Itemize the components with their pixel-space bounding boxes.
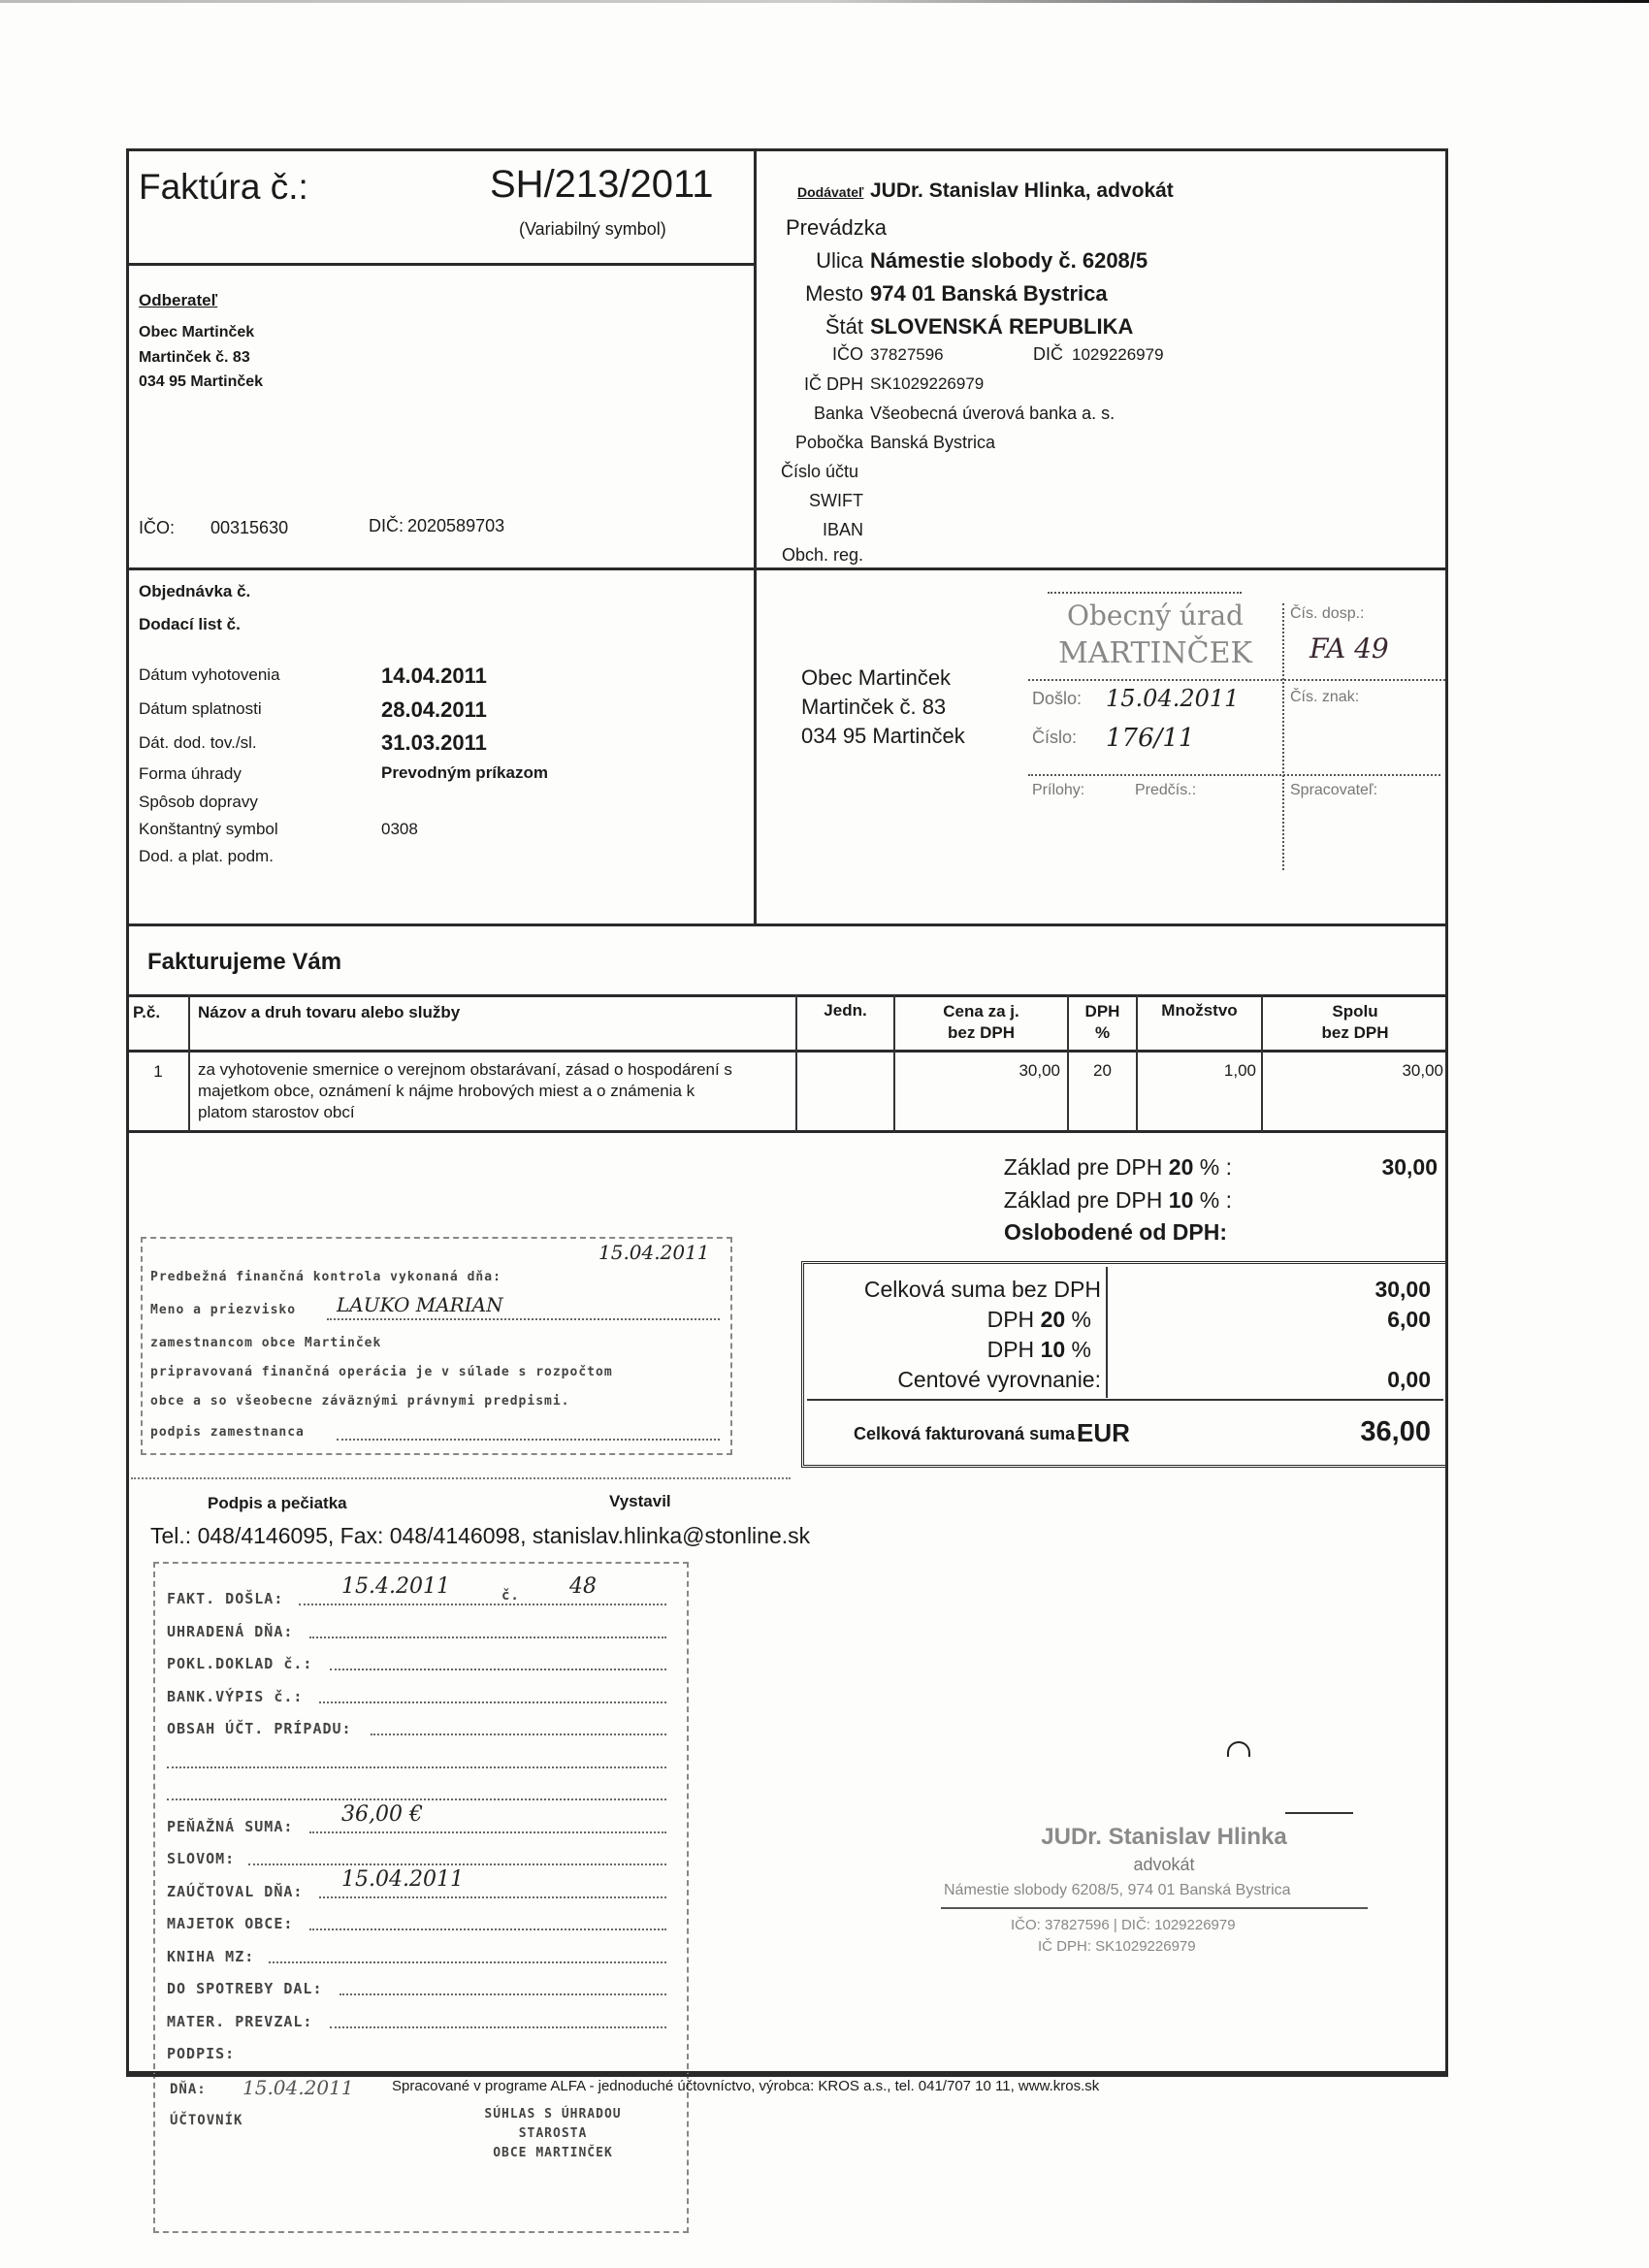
supplier-stamp-address: Námestie slobody 6208/5, 974 01 Banská Bystrica [944, 1882, 1291, 1898]
vat-base-20-suffix: % : [1199, 1154, 1232, 1180]
supplier-dic: 1029226979 [1072, 345, 1164, 364]
order-field-delivery-date: 31.03.2011 [381, 730, 487, 755]
supplier-row-street [757, 248, 1436, 281]
totals-rounding-label: Centové vyrovnanie: [897, 1367, 1101, 1392]
supplier-icdph: SK1029226979 [870, 374, 985, 393]
registry-stamp [1028, 592, 1445, 873]
vat-base-10-label: Základ pre DPH [1003, 1187, 1163, 1213]
customer-heading: Odberateľ [139, 291, 218, 309]
accounting-row [167, 1682, 671, 1711]
order-field-payment-label: Forma úhrady [139, 764, 242, 783]
divider [126, 567, 1448, 570]
supplier-ico: 37827596 [870, 345, 944, 364]
accounting-row-label: FAKT. DOŠLA: [167, 1590, 284, 1607]
control-line1-hand: 15.04.2011 [598, 1241, 710, 1264]
accounting-row-label: UHRADENÁ DŇA: [167, 1622, 294, 1640]
supplier-bank-label: Banka [813, 404, 863, 423]
totals-vat10-rate: 10 [1040, 1337, 1066, 1362]
order-field-issue-date: 14.04.2011 [381, 664, 487, 688]
accounting-row-dots [319, 1701, 666, 1703]
accounting-row-handwriting: 15.04.2011 [341, 1866, 464, 1892]
supplier-street-label: Ulica [816, 248, 863, 273]
accounting-row [167, 1866, 671, 1906]
accounting-row-dots [330, 1669, 667, 1670]
supplier-city-label: Mesto [805, 281, 863, 306]
item-total: 30,00 [1402, 1061, 1443, 1080]
supplier-country: SLOVENSKÁ REPUBLIKA [870, 314, 1134, 339]
accounting-row-label: PEŇAŽNÁ SUMA: [167, 1817, 294, 1835]
col-header-description: Názov a druh tovaru alebo služby [198, 1003, 461, 1021]
scan-edge [0, 0, 1649, 3]
col-header-unit: Jedn. [824, 1001, 867, 1020]
col-header-total: Spolu bez DPH [1321, 1002, 1389, 1042]
registry-forwarded-label: Predčís.: [1135, 782, 1197, 798]
accounting-row [167, 1574, 671, 1613]
accounting-row-extra-label: č. [501, 1588, 520, 1604]
vat-base-20-label: Základ pre DPH [1003, 1154, 1163, 1180]
totals-divider [807, 1399, 1443, 1401]
accounting-row-label: MATER. PREVZAL: [167, 2012, 313, 2030]
supplier-name: JUDr. Stanislav Hlinka, advokát [870, 179, 1174, 202]
signature-label: Podpis a pečiatka [208, 1494, 347, 1512]
supplier-branch-label: Pobočka [794, 433, 863, 452]
accounting-row-dots [309, 1928, 667, 1930]
accounting-row-label: ZAÚČTOVAL DŇA: [167, 1882, 304, 1900]
vat-base-10 [873, 1187, 1232, 1214]
supplier-row-country [757, 314, 1436, 347]
totals-vat20-pct: % [1071, 1307, 1091, 1332]
divider [126, 994, 1448, 997]
column-separator [188, 994, 190, 1132]
totals-vat10 [815, 1337, 1091, 1363]
accounting-row-dots [167, 1766, 666, 1768]
vat-exempt-label: Oslobodené od DPH: [1004, 1219, 1227, 1245]
supplier-stamp-name: JUDr. Stanislav Hlinka [1041, 1824, 1287, 1850]
accounting-row-handwriting: 15.4.2011 [341, 1574, 450, 1599]
accounting-row [167, 1617, 671, 1646]
registry-number-label: Číslo: [1032, 728, 1078, 747]
accounting-row-extra-handwriting: 48 [569, 1574, 597, 1599]
accounting-row-dots [167, 1798, 666, 1800]
accounting-row [167, 1909, 671, 1938]
accounting-row [167, 2007, 671, 2036]
supplier-heading: Dodávateľ [797, 184, 864, 200]
accounting-row-dots [269, 1961, 667, 1963]
vat-base-20 [873, 1154, 1232, 1181]
supplier-account-label: Číslo účtu [781, 462, 859, 481]
accounting-row-label: BANK.VÝPIS č.: [167, 1687, 304, 1705]
mayor-line3: OBCE MARTINČEK [493, 2146, 613, 2160]
accounting-row-dots [309, 1831, 667, 1833]
signature-dots [131, 1477, 791, 1479]
accounting-row [167, 1942, 671, 1971]
accounting-row [167, 1649, 671, 1678]
contact-line: Tel.: 048/4146095, Fax: 048/4146098, stanislav.hlinka@stonline.sk [150, 1523, 811, 1548]
accounting-row-dots [299, 1604, 666, 1605]
accounting-row-label: POKL.DOKLAD č.: [167, 1655, 313, 1672]
col-header-unit-price: Cena za j. bez DPH [943, 1002, 1019, 1042]
order-number-label: Objednávka č. [139, 582, 251, 600]
supplier-prevadzka-label: Prevádzka [786, 215, 887, 240]
registry-handler-label: Spracovateľ: [1290, 782, 1378, 798]
supplier-stamp-rule [941, 1907, 1368, 1909]
customer-ico: 00315630 [210, 518, 289, 537]
delivery-city: 034 95 Martinček [801, 724, 965, 748]
customer-city: 034 95 Martinček [139, 373, 264, 390]
variable-symbol-caption: (Variabilný symbol) [519, 219, 666, 239]
accounting-date-hand: 15.04.2011 [242, 2076, 354, 2099]
totals-rounding-value: 0,00 [1387, 1367, 1431, 1392]
accounting-row [167, 2039, 671, 2068]
accounting-row-label: SLOVOM: [167, 1850, 236, 1867]
divider [126, 1050, 1448, 1053]
accounting-row-dots [371, 1733, 667, 1735]
control-line5: obce a so všeobecne záväznými právnymi predpismi. [150, 1394, 570, 1409]
supplier-address [757, 248, 1436, 347]
accounting-row-label: OBSAH ÚČT. PRÍPADU: [167, 1720, 352, 1737]
supplier-bank: Všeobecná úverová banka a. s. [870, 404, 1116, 423]
supplier-stamp-title: advokát [1133, 1855, 1195, 1874]
registry-ref-label: Čís. znak: [1290, 689, 1360, 705]
control-line4: pripravovaná finančná operácia je v súlade s rozpočtom [150, 1365, 613, 1379]
order-field-issue-date-label: Dátum vyhotovenia [139, 665, 280, 684]
customer-street: Martinček č. 83 [139, 349, 250, 366]
vat-base-10-suffix: % : [1199, 1187, 1232, 1213]
vat-base-20-value: 30,00 [1381, 1154, 1438, 1180]
stamp-line [1028, 679, 1445, 681]
accounting-row-label: KNIHA MZ: [167, 1947, 255, 1965]
totals-divider [1106, 1267, 1108, 1398]
divider [126, 923, 1448, 926]
order-field-terms-label: Dod. a plat. podm. [139, 847, 274, 865]
customer-ico-label: IČO: [139, 518, 176, 537]
accounting-row-label: PODPIS: [167, 2045, 236, 2062]
accounting-row-dots [340, 1993, 666, 1995]
divider [754, 567, 757, 926]
issued-by-label: Vystavil [609, 1492, 671, 1510]
order-field-constant-symbol: 0308 [381, 820, 418, 838]
accounting-row-dots [248, 1863, 667, 1865]
item-vat-pct: 20 [1093, 1061, 1112, 1080]
vat-base-10-rate: 10 [1168, 1187, 1194, 1213]
accounting-row-handwriting: 36,00 € [341, 1801, 423, 1827]
accounting-row [167, 1714, 671, 1743]
accountant-label: ÚČTOVNÍK [170, 2113, 243, 2128]
accounting-row-dots [309, 1636, 667, 1638]
supplier-row-city [757, 281, 1436, 314]
order-field-constant-symbol-label: Konštantný symbol [139, 820, 278, 838]
supplier-stamp-vat-id: IČ DPH: SK1029226979 [1038, 1938, 1196, 1955]
control-line6-dots [337, 1439, 720, 1441]
totals-net-value: 30,00 [1374, 1277, 1431, 1302]
accounting-row [167, 1801, 671, 1841]
order-field-delivery-date-label: Dát. dod. tov./sl. [139, 733, 257, 752]
order-field-transport-label: Spôsob dopravy [139, 793, 258, 811]
totals-vat10-label: DPH [986, 1337, 1035, 1362]
order-field-payment: Prevodným príkazom [381, 763, 548, 782]
customer-dic-label: DIČ: [369, 516, 404, 535]
customer-dic: 2020589703 [407, 516, 505, 535]
stamp-line [1048, 592, 1242, 594]
totals-vat20-value: 6,00 [1387, 1307, 1431, 1332]
divider [126, 1130, 1448, 1133]
delivery-note-label: Dodací list č. [139, 615, 241, 633]
accounting-row-label: MAJETOK OBCE: [167, 1915, 294, 1932]
registry-file-value: FA 49 [1310, 632, 1389, 664]
registry-office-line2: MARTINČEK [1058, 636, 1252, 670]
accounting-row-dots [330, 2026, 667, 2028]
totals-vat20-label: DPH [986, 1307, 1035, 1332]
stamp-line [1028, 774, 1440, 776]
accounting-row [167, 1747, 671, 1776]
delivery-street: Martinček č. 83 [801, 695, 947, 719]
mayor-line2: STAROSTA [518, 2126, 588, 2141]
item-unit-price: 30,00 [1018, 1061, 1060, 1080]
supplier-register-label: Obch. reg. [781, 545, 863, 565]
item-quantity: 1,00 [1223, 1061, 1256, 1080]
footer-software-note: Spracované v programe ALFA - jednoduché účtovníctvo, výrobca: KROS a.s., tel. 041/707 10 11, www.kros.sk [392, 2078, 1100, 2094]
totals-net-label: Celková suma bez DPH [863, 1277, 1101, 1302]
stamp-line [1282, 603, 1284, 870]
supplier-stamp-ids: IČO: 37827596 | DIČ: 1029226979 [1011, 1917, 1236, 1933]
totals-grand-value: 36,00 [1360, 1416, 1431, 1447]
registry-received-value: 15.04.2011 [1106, 685, 1240, 712]
registry-number-value: 176/11 [1106, 724, 1195, 753]
control-line2: Meno a priezvisko [150, 1303, 297, 1317]
col-header-vat: DPH % [1084, 1002, 1120, 1042]
invoice-number: SH/213/2011 [490, 163, 714, 206]
accounting-date-label: DŇA: [170, 2082, 207, 2097]
totals-vat20-rate: 20 [1040, 1307, 1066, 1332]
totals-grand-label: Celková fakturovaná suma [854, 1424, 1076, 1443]
vat-base-20-rate: 20 [1168, 1154, 1194, 1180]
supplier-swift-label: SWIFT [809, 491, 863, 510]
order-field-due-date-label: Dátum splatnosti [139, 699, 262, 718]
customer-name: Obec Martinček [139, 324, 255, 340]
supplier-iban-label: IBAN [822, 520, 863, 539]
financial-control-stamp [141, 1237, 732, 1455]
totals-vat20 [815, 1307, 1091, 1333]
item-no: 1 [153, 1062, 163, 1081]
supplier-country-label: Štát [824, 314, 863, 339]
supplier-dic-label: DIČ [1033, 344, 1063, 364]
accounting-row [167, 1974, 671, 2003]
items-heading: Fakturujeme Vám [147, 949, 342, 975]
control-line6: podpis zamestnanca [150, 1425, 305, 1440]
mayor-line1: SÚHLAS S ÚHRADOU [484, 2107, 622, 2122]
col-header-quantity: Množstvo [1161, 1001, 1238, 1020]
control-line1: Predbežná finančná kontrola vykonaná dňa: [150, 1270, 501, 1284]
order-field-due-date: 28.04.2011 [381, 697, 487, 722]
totals-currency: EUR [1077, 1418, 1130, 1447]
control-line2-hand: LAUKO MARIAN [337, 1293, 503, 1316]
delivery-name: Obec Martinček [801, 665, 952, 690]
supplier-city: 974 01 Banská Bystrica [870, 281, 1108, 306]
signature-stroke [1285, 1812, 1353, 1814]
supplier-branch: Banská Bystrica [870, 433, 996, 452]
control-line2-dots [327, 1318, 720, 1320]
control-line3: zamestnancom obce Martinček [150, 1336, 382, 1350]
item-description: za vyhotovenie smernice o verejnom obstarávaní, zásad o hospodárení s majetkom obce, oznámení k nájme hrobových miest a o známenia k platom starostov obcí [198, 1060, 732, 1121]
supplier-ico-label: IČO [831, 344, 863, 364]
registry-received-label: Došlo: [1032, 689, 1083, 708]
registry-office-line1: Obecný úrad [1067, 599, 1244, 632]
supplier-street: Námestie slobody č. 6208/5 [870, 248, 1148, 273]
registry-attachments-label: Prílohy: [1032, 782, 1085, 798]
accounting-row-label: DO SPOTREBY DAL: [167, 1980, 323, 1997]
registry-file-label: Čís. dosp.: [1290, 605, 1365, 622]
divider [126, 263, 757, 266]
invoice-title-label: Faktúra č.: [139, 167, 308, 207]
accounting-row-dots [319, 1896, 666, 1898]
supplier-icdph-label: IČ DPH [803, 374, 863, 394]
totals-vat10-pct: % [1071, 1337, 1091, 1362]
col-header-no: P.č. [133, 1003, 161, 1021]
